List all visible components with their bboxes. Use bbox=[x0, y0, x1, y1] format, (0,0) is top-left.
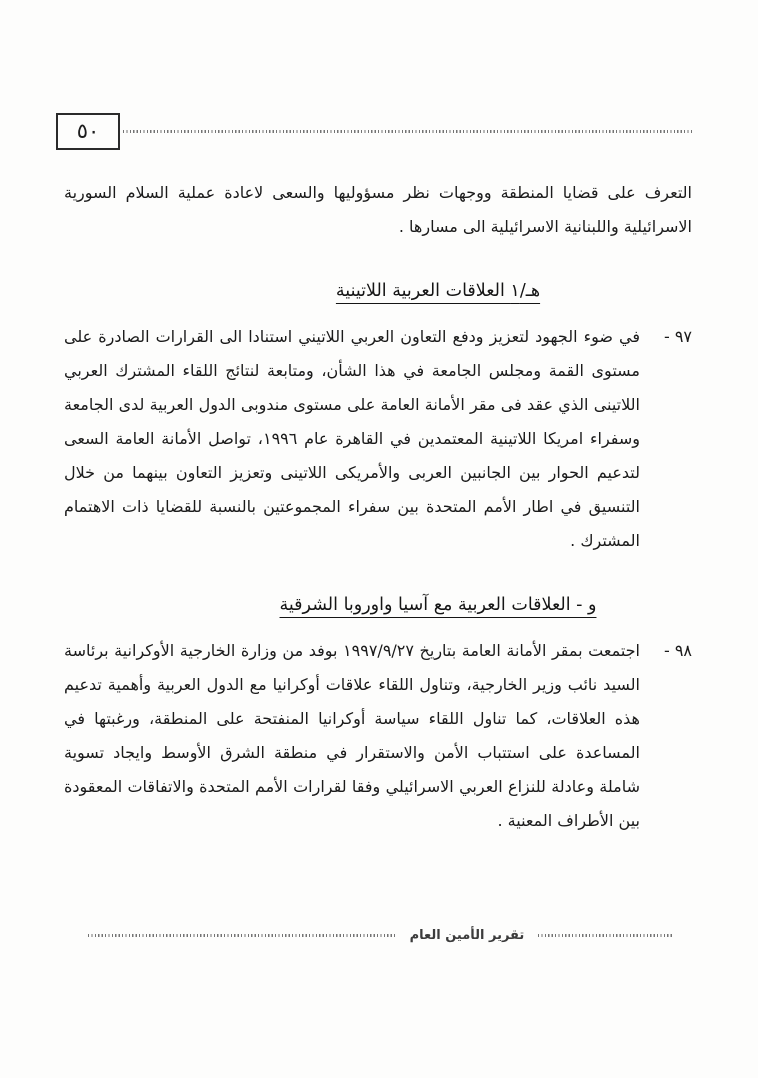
paragraph-97-number: ٩٧ - bbox=[663, 327, 692, 346]
section-e-heading: هـ/١ العلاقات العربية اللاتينية bbox=[335, 281, 541, 301]
page-header bbox=[56, 113, 692, 150]
page-footer bbox=[88, 928, 672, 943]
footer-dotted-rule-left bbox=[88, 934, 396, 937]
page-number-box bbox=[56, 113, 120, 150]
header-dotted-rule bbox=[123, 130, 692, 133]
paragraph-98-number: ٩٨ - bbox=[663, 641, 692, 660]
paragraph-97-text: في ضوء الجهود لتعزيز ودفع التعاون العربي اللاتيني استنادا الى القرارات الصادرة على مستوى القمة ومجلس الجامعة في هذا الشأن، ومتابعة لنتائج اللقاء المشترك العربي اللاتينى الذي عقد فى مقر الأمانة العامة على مستوى مندوبى الدول العربية لدى الجامعة وسفراء امريكا اللاتينية المعتمدين في القاهرة عام ١٩٩٦، تواصل الأمانة العامة السعى لتدعيم الحوار بين الجانبين العربى والأمريكى اللاتينى وتعزيز التعاون بينهما من خلال التنسيق في اطار الأمم المتحدة بين سفراء المجموعتين بالنسبة للقضايا ذات الاهتمام المشترك . bbox=[64, 327, 640, 550]
intro-paragraph: التعرف على قضايا المنطقة ووجهات نظر مسؤوليها والسعى لاعادة عملية السلام السورية الاسرائيلية واللبنانية الاسرائيلية الى مسارها . bbox=[64, 183, 692, 236]
paragraph-97 bbox=[64, 320, 692, 558]
footer-dotted-rule-right bbox=[538, 934, 672, 937]
footer-signature-text: تقرير الأمين العام bbox=[409, 928, 525, 943]
paragraph-98 bbox=[64, 634, 692, 838]
section-f-heading: و - العلاقات العربية مع آسيا واوروبا الشرقية bbox=[279, 595, 597, 615]
paragraph-98-text: اجتمعت بمقر الأمانة العامة بتاريخ ١٩٩٧/٩/٢٧ بوفد من وزارة الخارجية الأوكرانية برئاسة السيد نائب وزير الخارجية، وتناول اللقاء علاقات أوكرانيا مع الدول العربية وأهمية تدعيم هذه العلاقات، كما تناول اللقاء سياسة أوكرانيا المنفتحة على المنطقة، ورغبتها في المساعدة على استتباب الأمن والاستقرار في منطقة الشرق الأوسط وايجاد تسوية شاملة وعادلة للنزاع العربي الاسرائيلي وفقا لقرارات الأمم المتحدة والاتفاقات المعقودة بين الأطراف المعنية . bbox=[64, 641, 640, 830]
document-body bbox=[64, 176, 692, 838]
page-number: ٥٠ bbox=[76, 119, 100, 143]
